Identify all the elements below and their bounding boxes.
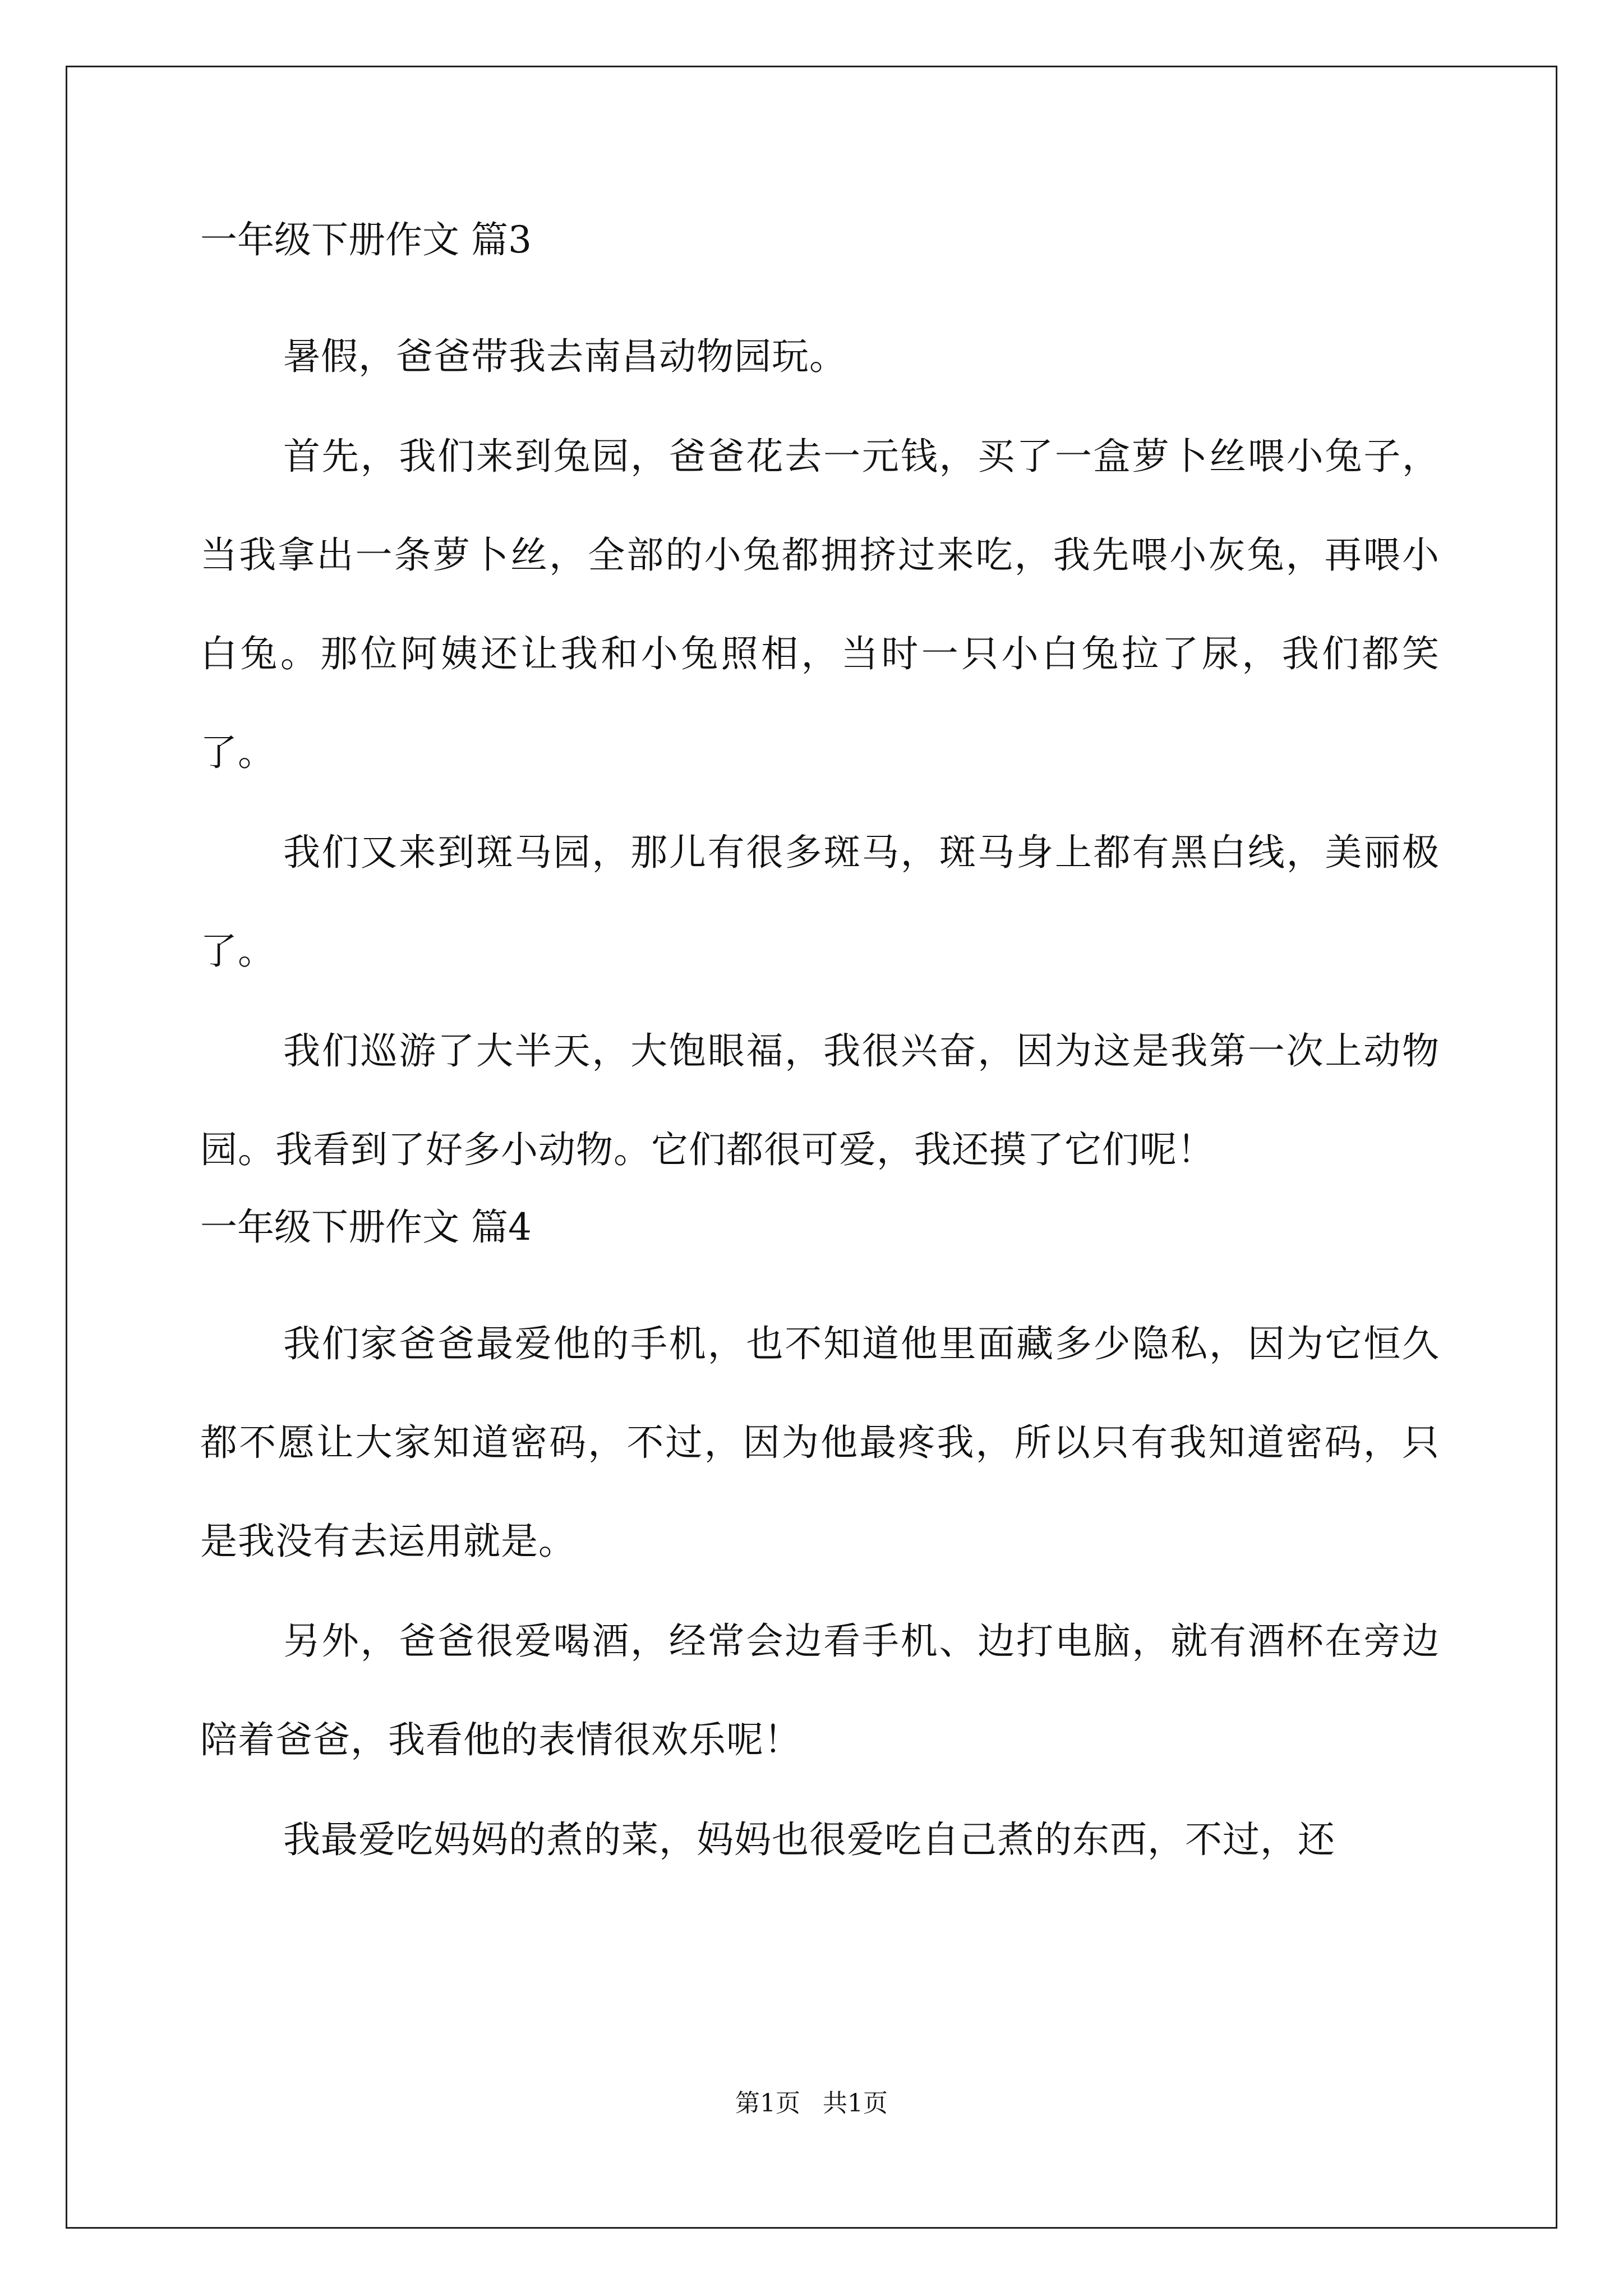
section-heading: 一年级下册作文 篇3 <box>200 218 532 261</box>
paragraph: 我们巡游了大半天，大饱眼福，我很兴奋，因为这是我第一次上动物园。我看到了好多小动物。它们都很可爱，我还摸了它们呢！ <box>200 1029 1440 1171</box>
paragraph: 首先，我们来到兔园，爸爸花去一元钱，买了一盒萝卜丝喂小兔子，当我拿出一条萝卜丝，全部的小兔都拥挤过来吃，我先喂小灰兔，再喂小白兔。那位阿姨还让我和小兔照相，当时一只小白兔拉了尿，我们都笑了。 <box>200 435 1440 774</box>
essay-section-4 <box>200 1200 1440 1889</box>
page-total: 共1页 <box>823 2089 888 2118</box>
document-body <box>200 213 1440 1890</box>
page-footer <box>0 2087 1623 2120</box>
paragraph: 我最爱吃妈妈的煮的菜，妈妈也很爱吃自己煮的东西，不过，还 <box>283 1818 1335 1861</box>
page-number: 第1页 <box>735 2089 800 2118</box>
essay-section-3 <box>200 213 1440 1199</box>
paragraph: 我们又来到斑马园，那儿有很多斑马，斑马身上都有黑白线，美丽极了。 <box>200 831 1440 973</box>
section-heading: 一年级下册作文 篇4 <box>200 1205 532 1249</box>
paragraph: 我们家爸爸最爱他的手机，也不知道他里面藏多少隐私，因为它恒久都不愿让大家知道密码，不过，因为他最疼我，所以只有我知道密码，只是我没有去运用就是。 <box>200 1322 1440 1563</box>
paragraph: 另外，爸爸很爱喝酒，经常会边看手机、边打电脑，就有酒杯在旁边陪着爸爸，我看他的表情很欢乐呢！ <box>200 1619 1440 1761</box>
paragraph: 暑假，爸爸带我去南昌动物园玩。 <box>283 335 847 378</box>
